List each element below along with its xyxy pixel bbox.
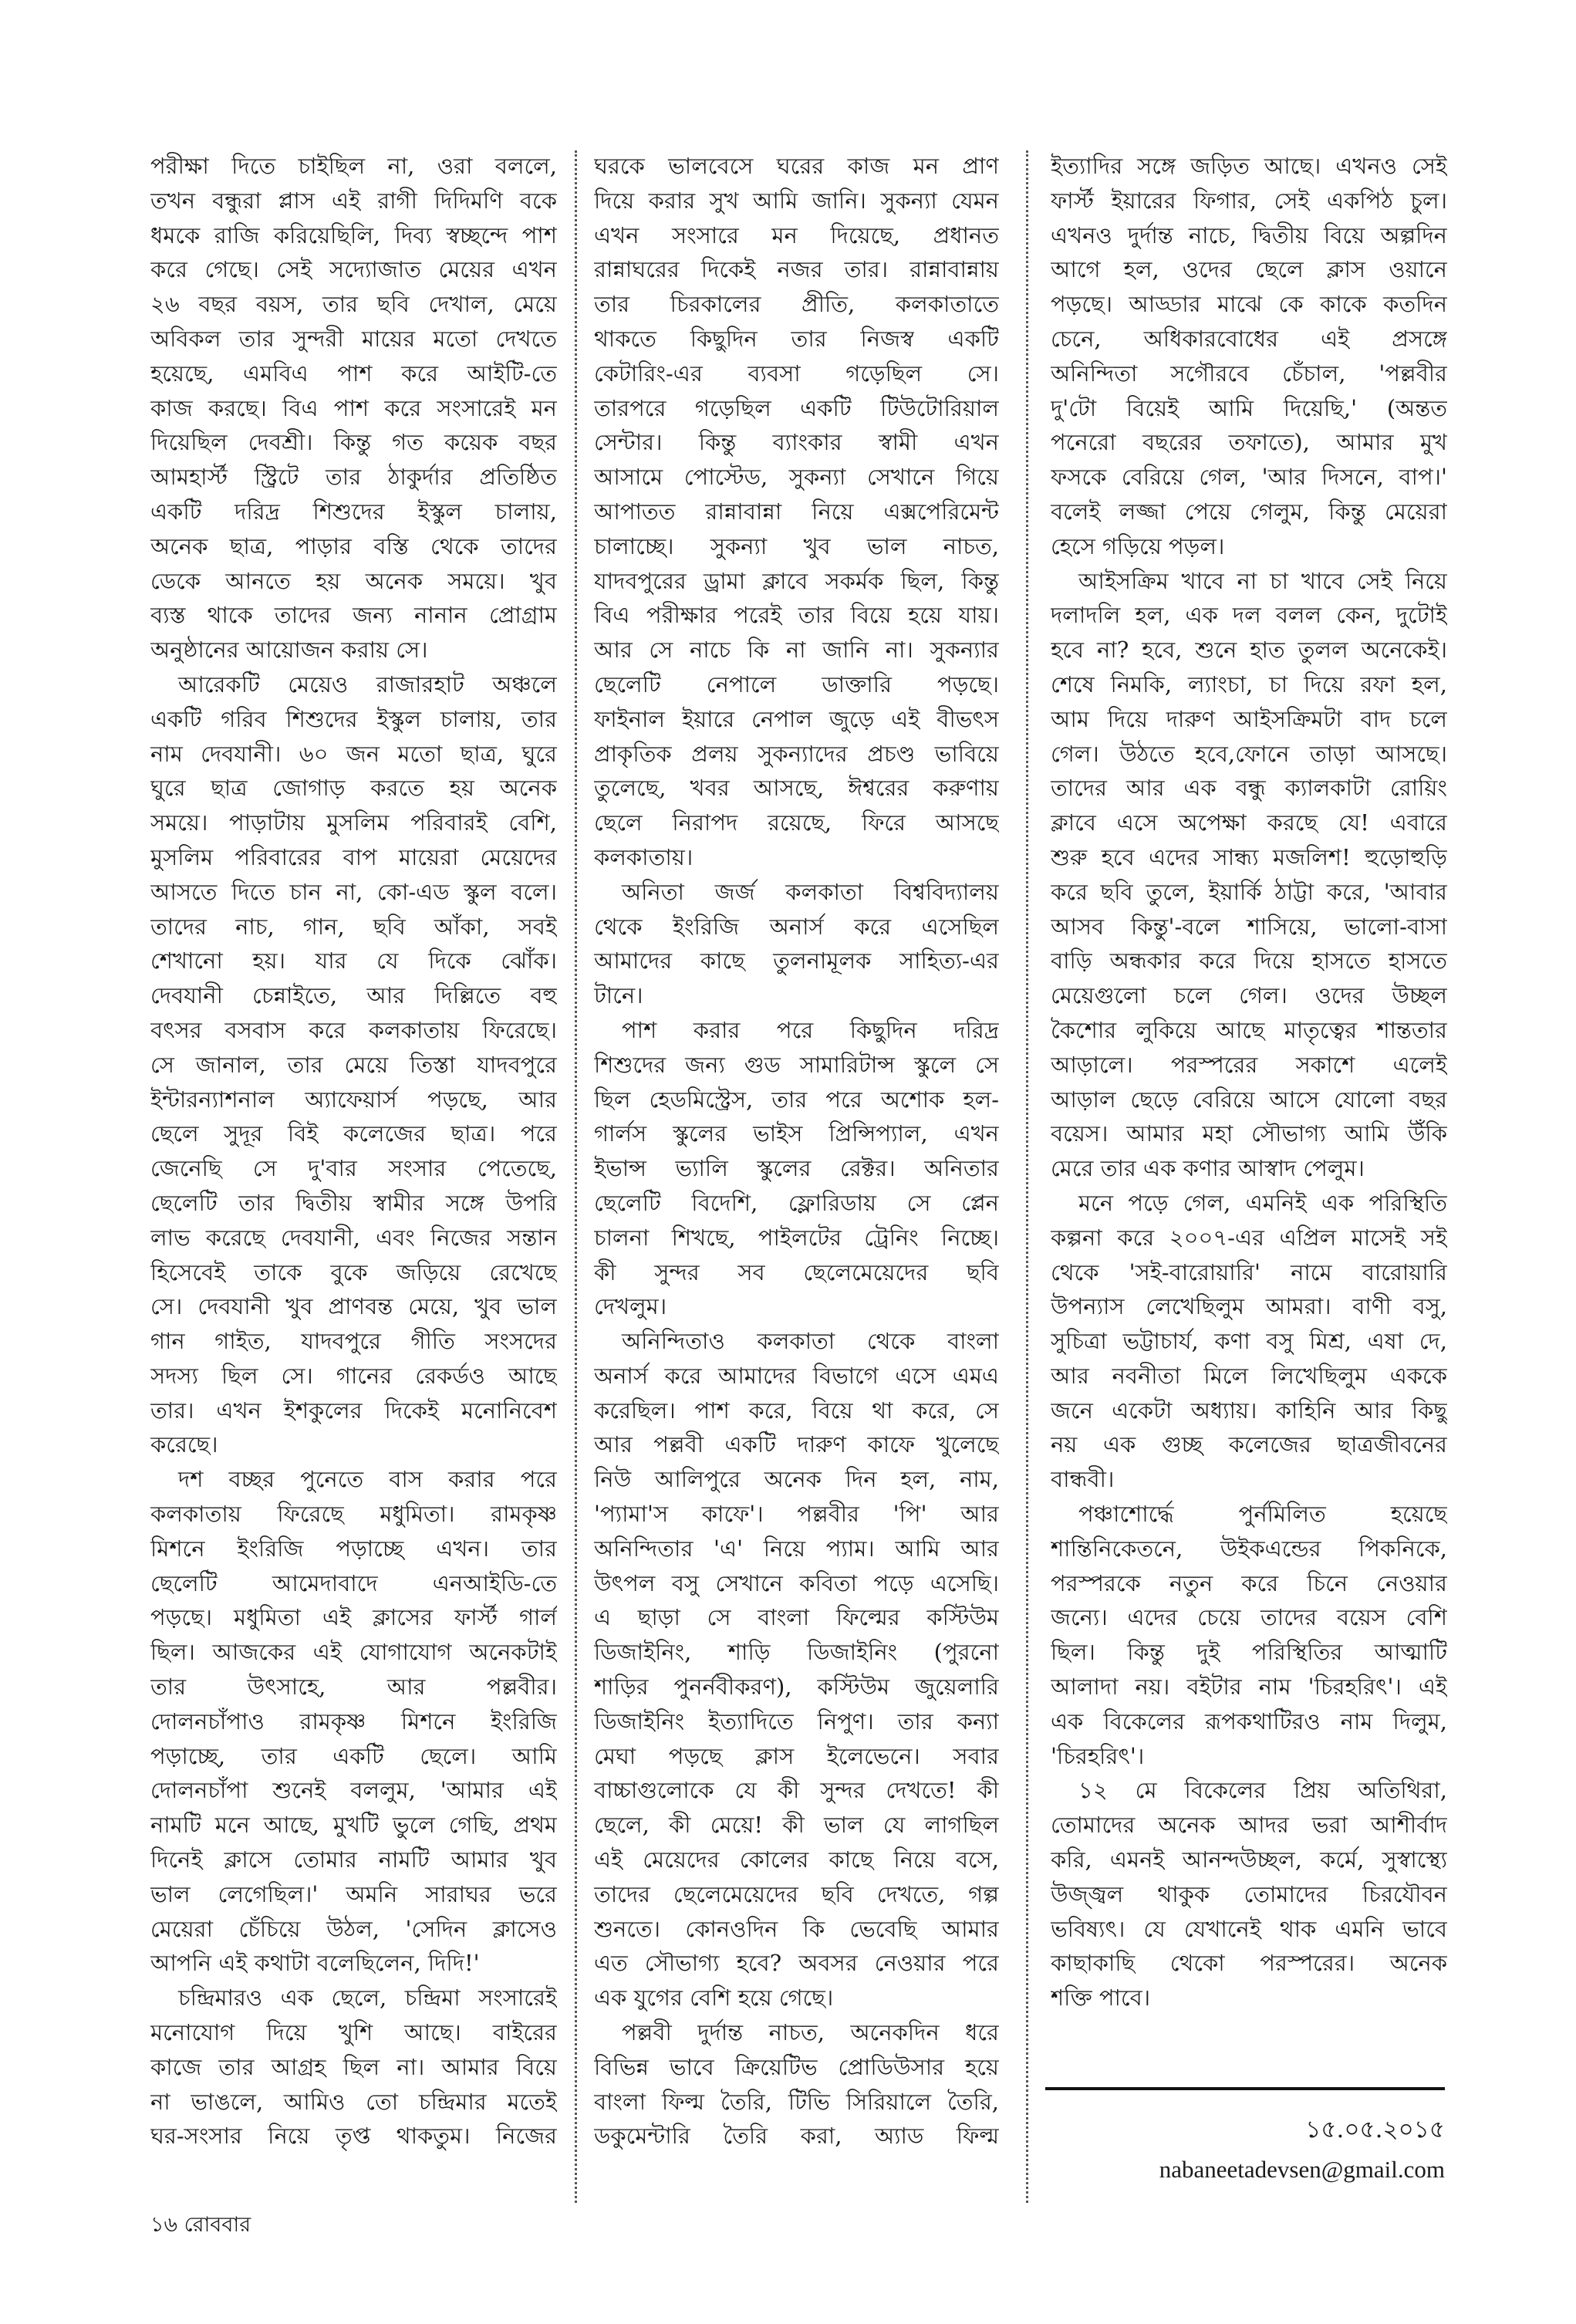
text-line: শাড়ির পুনর্নবীকরণ), কস্টিউম জুয়েলারি <box>594 1674 999 1701</box>
text-line: আসতে দিতে চান না, কো-এড স্কুল বলে। <box>150 878 557 905</box>
text-line: চালাচ্ছে। সুকন্যা খুব ভাল নাচত, <box>594 532 999 559</box>
text-line: পাশ করার পরে কিছুদিন দরিদ্র <box>622 1016 999 1043</box>
text-line: ঘরকে ভালবেসে ঘরের কাজ মন প্রাণ <box>594 153 999 179</box>
text-line: তাদের ছেলেমেয়েদের ছবি দেখতে, গল্প <box>594 1880 999 1907</box>
text-line: করে গেছে। সেই সদ্যোজাত মেয়ের এখন <box>150 256 557 283</box>
text-line: সময়ে। পাড়াটায় মুসলিম পরিবারই বেশি, <box>150 809 557 836</box>
text-line: বিভিন্ন ভাবে ক্রিয়েটিভ প্রোডিউসার হয়ে <box>594 2053 999 2080</box>
text-line: উজ্জ্বল থাকুক তোমাদের চিরযৌবন <box>1051 1880 1447 1907</box>
text-line: দু'টো বিয়েই আমি দিয়েছি,' (অন্তত <box>1051 394 1447 421</box>
text-line: ইত্যাদির সঙ্গে জড়িত আছে। এখনও সেই <box>1051 153 1447 179</box>
text-line: অনার্স করে আমাদের বিভাগে এসে এমএ <box>594 1362 999 1389</box>
paragraph <box>150 149 557 667</box>
text-line: এক যুগের বেশি হয়ে গেছে। <box>594 1985 834 2012</box>
text-line: হয়েছে, এমবিএ পাশ করে আইটি-তে <box>150 360 557 387</box>
text-line: সে। দেবযানী খুব প্রাণবন্ত মেয়ে, খুব ভাল <box>150 1293 557 1320</box>
text-line: মেয়েগুলো চলে গেল। ওদের উচ্ছল <box>1051 982 1447 1009</box>
paragraph <box>150 1981 557 2153</box>
text-line: গার্লস স্কুলের ভাইস প্রিন্সিপ্যাল, এখন <box>594 1120 999 1147</box>
text-line: বিএ পরীক্ষার পরেই তার বিয়ে হয়ে যায়। <box>594 602 999 629</box>
text-line: বয়েস। আমার মহা সৌভাগ্য আমি উঁকি <box>1051 1120 1447 1147</box>
text-line: জনে একেটা অধ্যায়। কাহিনি আর কিছু <box>1051 1397 1447 1424</box>
text-line: পড়ছে। আড্ডার মাঝে কে কাকে কতদিন <box>1051 291 1447 318</box>
text-line: ভবিষ্যৎ। যে যেখানেই থাক এমনি ভাবে <box>1051 1915 1447 1942</box>
paragraph <box>1051 564 1447 1186</box>
text-line: উপন্যাস লেখেছিলুম আমরা। বাণী বসু, <box>1051 1293 1447 1320</box>
page-number: ১৬ <box>150 2213 178 2237</box>
text-line: আড়াল ছেড়ে বেরিয়ে আসে যোলো বছর <box>1051 1086 1447 1113</box>
paragraph <box>1051 1773 1447 2015</box>
text-line: তাদের নাচ, গান, ছবি আঁকা, সবই <box>150 913 557 940</box>
text-line: সে জানাল, তার মেয়ে তিস্তা যাদবপুরে <box>150 1051 557 1078</box>
text-line: টানে। <box>594 982 643 1009</box>
text-line: প্রাকৃতিক প্রলয় সুকন্যাদের প্রচণ্ড ভাবিয়ে <box>594 740 999 767</box>
text-line: শেষে নিমকি, ল্যাংচা, চা দিয়ে রফা হল, <box>1051 671 1447 698</box>
text-line: অবিকল তার সুন্দরী মায়ের মতো দেখতে <box>150 325 557 352</box>
text-line: ক্লাবে এসে অপেক্ষা করছে যে! এবারে <box>1051 809 1447 836</box>
text-line: এত সৌভাগ্য হবে? অবসর নেওয়ার পরে <box>594 1950 999 1977</box>
text-line: নাম দেবযানী। ৬০ জন মতো ছাত্র, ঘুরে <box>150 740 557 767</box>
text-line: দলাদলি হল, এক দল বলল কেন, দুটোই <box>1051 602 1447 629</box>
text-line: ছেলেটি বিদেশি, ফ্লোরিডায় সে প্লেন <box>594 1189 999 1216</box>
text-line: লাভ করেছে দেবযানী, এবং নিজের সন্তান <box>150 1224 557 1251</box>
signoff-rule <box>1045 2087 1445 2090</box>
text-line: দিয়ে করার সুখ আমি জানি। সুকন্যা যেমন <box>594 187 999 214</box>
text-line: মেয়েরা চেঁচিয়ে উঠল, 'সেদিন ক্লাসেও <box>150 1915 557 1942</box>
text-line: করে ছবি তুলে, ইয়ার্কি ঠাট্টা করে, 'আবার <box>1051 878 1447 905</box>
text-line: একটি গরিব শিশুদের ইস্কুল চালায়, তার <box>150 705 557 732</box>
text-line: নিউ আলিপুরে অনেক দিন হল, নাম, <box>594 1466 999 1493</box>
text-line: একটি দরিদ্র শিশুদের ইস্কুল চালায়, <box>150 498 557 525</box>
text-line: অনিন্দিতার 'এ' নিয়ে প্যাম। আমি আর <box>594 1535 999 1562</box>
text-line: যাদবপুরের ড্রামা ক্লাবে সকর্মক ছিল, কিন্তু <box>594 567 999 594</box>
text-line: ছিল। আজকের এই যোগাযোগ অনেকটাই <box>150 1639 557 1666</box>
text-line: আড়ালে। পরস্পরের সকাশে এলেই <box>1051 1051 1447 1078</box>
text-line: তারপরে গড়েছিল একটি টিউটোরিয়াল <box>594 394 999 421</box>
text-line: আমহার্স্ট স্ট্রিটে তার ঠাকুর্দার প্রতিষ্ঠিত <box>150 464 557 491</box>
text-line: অনিতা জর্জ কলকাতা বিশ্ববিদ্যালয় <box>622 878 999 905</box>
article-date: ১৫.০৫.২০১৫ <box>1305 2116 1445 2143</box>
paragraph <box>594 1324 999 2015</box>
text-line: পনেরো বছরের তফাতে), আমার মুখ <box>1051 429 1447 456</box>
text-line: পঞ্চাশোর্দ্ধে পুর্নমিলিত হয়েছে <box>1078 1501 1447 1528</box>
text-line: উৎপল বসু সেখানে কবিতা পড়ে এসেছি। <box>594 1569 999 1596</box>
text-line: আর নবনীতা মিলে লিখেছিলুম এককে <box>1051 1362 1447 1389</box>
paragraph <box>150 1462 557 1981</box>
text-line: মনে পড়ে গেল, এমনিই এক পরিস্থিতি <box>1078 1189 1447 1216</box>
text-line: করি, এমনই আনন্দউচ্ছল, কর্মে, সুস্বাস্থ্যে <box>1051 1846 1447 1873</box>
text-line: ডিজাইনিং, শাড়ি ডিজাইনিং (পুরনো <box>594 1639 999 1666</box>
text-line: কাছাকাছি থেকো পরস্পরের। অনেক <box>1051 1950 1447 1977</box>
text-line: দিনেই ক্লাসে তোমার নামটি আমার খুব <box>150 1846 557 1873</box>
paragraph <box>594 2015 999 2153</box>
paragraph <box>594 149 999 875</box>
text-line: ছিল হেডমিস্ট্রেস, তার পরে অশোক হল- <box>594 1086 999 1113</box>
text-line: গান গাইত, যাদবপুরে গীতি সংসদের <box>150 1328 557 1355</box>
text-line: পল্লবী দুর্দান্ত নাচত, অনেকদিন ধরে <box>622 2019 999 2046</box>
text-line: ধমকে রাজি করিয়েছিলি, দিব্য স্বচ্ছন্দে পাশ <box>150 221 557 248</box>
text-line: আলাদা নয়। বইটার নাম 'চিরহরিৎ'। এই <box>1051 1674 1447 1701</box>
text-line: তোমাদের অনেক আদর ভরা আশীর্বাদ <box>1051 1812 1447 1839</box>
text-line: নামটি মনে আছে, মুখটি ভুলে গেছি, প্রথম <box>150 1812 557 1839</box>
text-line: ছেলে, কী মেয়ে! কী ভাল যে লাগছিল <box>594 1812 999 1839</box>
text-line: মনোযোগ দিয়ে খুশি আছে। বাইরের <box>150 2019 557 2046</box>
text-line: তখন বন্ধুরা প্লাস এই রাগী দিদিমণি বকে <box>150 187 557 214</box>
text-line: পরীক্ষা দিতে চাইছিল না, ওরা বললে, <box>150 153 557 179</box>
column-divider <box>575 150 577 2203</box>
article-column-right <box>1051 149 1447 2015</box>
text-line: বাংলা ফিল্ম তৈরি, টিভি সিরিয়ালে তৈরি, <box>594 2088 999 2115</box>
text-line: না ভাঙলে, আমিও তো চন্দ্রিমার মতেই <box>150 2088 557 2115</box>
text-line: থেকে ইংরিজি অনার্স করে এসেছিল <box>594 913 999 940</box>
text-line: এ ছাড়া সে বাংলা ফিল্মের কস্টিউম <box>594 1604 999 1631</box>
text-line: ফাইনাল ইয়ারে নেপাল জুড়ে এই বীভৎস <box>594 705 999 732</box>
text-line: ২৬ বছর বয়স, তার ছবি দেখাল, মেয়ে <box>150 291 557 318</box>
text-line: তাদের আর এক বন্ধু ক্যালকাটা রোয়িং <box>1051 775 1447 802</box>
text-line: সেন্টার। কিন্তু ব্যাংকার স্বামী এখন <box>594 429 999 456</box>
text-line: জন্যে। এদের চেয়ে তাদের বয়েস বেশি <box>1051 1604 1447 1631</box>
page-footer <box>150 2211 251 2239</box>
text-line: কাজে তার আগ্রহ ছিল না। আমার বিয়ে <box>150 2053 557 2080</box>
text-line: পরস্পরকে নতুন করে চিনে নেওয়ার <box>1051 1569 1447 1596</box>
text-line: ফসকে বেরিয়ে গেল, 'আর দিসনে, বাপ।' <box>1051 464 1447 491</box>
text-line: পড়াচ্ছে, তার একটি ছেলে। আমি <box>150 1742 557 1769</box>
paragraph <box>594 1013 999 1324</box>
text-line: আমাদের কাছে তুলনামূলক সাহিত্য-এর <box>594 948 999 975</box>
paragraph <box>594 875 999 1013</box>
text-line: অনুষ্ঠানের আয়োজন করায় সে। <box>150 637 428 664</box>
text-line: আরেকটি মেয়েও রাজারহাট অঞ্চলে <box>178 671 557 698</box>
text-line: দোলনচাঁপা শুনেই বললুম, 'আমার এই <box>150 1777 557 1804</box>
article-column-left <box>150 149 557 2153</box>
text-line: আসব কিন্তু'-বলে শাসিয়ে, ভালো-বাসা <box>1051 913 1447 940</box>
text-line: ঘর-সংসার নিয়ে তৃপ্ত থাকতুম। নিজের <box>150 2123 557 2150</box>
text-line: কাজ করছে। বিএ পাশ করে সংসারেই মন <box>150 394 557 421</box>
text-line: গেল। উঠতে হবে,ফোনে তাড়া আসছে। <box>1051 740 1447 767</box>
text-line: করেছে। <box>150 1431 218 1458</box>
text-line: কল্পনা করে ২০০৭-এর এপ্রিল মাসেই সই <box>1051 1224 1447 1251</box>
text-line: আর সে নাচে কি না জানি না। সুকন্যার <box>594 637 999 664</box>
text-line: চালনা শিখছে, পাইলটের ট্রেনিং নিচ্ছে। <box>594 1224 999 1251</box>
text-line: ডেকে আনতে হয় অনেক সময়ে। খুব <box>150 567 557 594</box>
paragraph <box>1051 1186 1447 1497</box>
author-email: nabaneetadevsen@gmail.com <box>1159 2156 1445 2183</box>
text-line: ইভান্স ভ্যালি স্কুলের রেক্টর। অনিতার <box>594 1155 999 1182</box>
text-line: এক বিকেলের রূপকথাটিরও নাম দিলুম, <box>1051 1708 1447 1735</box>
text-line: বাচ্চাগুলোকে যে কী সুন্দর দেখতে! কী <box>594 1777 999 1804</box>
text-line: আসামে পোস্টেড, সুকন্যা সেখানে গিয়ে <box>594 464 999 491</box>
text-line: ছেলেটি আমেদাবাদে এনআইডি-তে <box>150 1569 557 1596</box>
text-line: করেছিল। পাশ করে, বিয়ে থা করে, সে <box>594 1397 999 1424</box>
text-line: বৎসর বসবাস করে কলকাতায় ফিরেছে। <box>150 1016 557 1043</box>
text-line: আপনি এই কথাটা বলেছিলেন, দিদি!' <box>150 1950 480 1977</box>
text-line: জেনেছি সে দু'বার সংসার পেতেছে, <box>150 1155 557 1182</box>
text-line: অনেক ছাত্র, পাড়ার বস্তি থেকে তাদের <box>150 532 557 559</box>
text-line: মেঘা পড়ছে ক্লাস ইলেভেনে। সবার <box>594 1742 999 1769</box>
text-line: নয় এক গুচ্ছ কলেজের ছাত্রজীবনের <box>1051 1431 1447 1458</box>
text-line: মুসলিম পরিবারের বাপ মায়েরা মেয়েদের <box>150 843 557 870</box>
text-line: তুলেছে, খবর আসছে, ঈশ্বরের করুণায় <box>594 775 999 802</box>
text-line: শক্তি পাবে। <box>1051 1985 1151 2012</box>
text-line: শিশুদের জন্য গুড সামারিটান্স স্কুলে সে <box>594 1051 999 1078</box>
text-line: হিসেবেই তাকে বুকে জড়িয়ে রেখেছে <box>150 1258 557 1285</box>
text-line: শান্তিনিকেতনে, উইকএন্ডের পিকনিকে, <box>1051 1535 1447 1562</box>
text-line: ১২ মে বিকেলের প্রিয় অতিথিরা, <box>1078 1777 1447 1804</box>
text-line: কৈশোর লুকিয়ে আছে মাতৃত্বের শান্ততার <box>1051 1016 1447 1043</box>
text-line: আর পল্লবী একটি দারুণ কাফে খুলেছে <box>594 1431 999 1458</box>
text-line: ডকুমেন্টারি তৈরি করা, অ্যাড ফিল্ম <box>594 2123 999 2150</box>
text-line: ছিল। কিন্তু দুই পরিস্থিতির আত্মাটি <box>1051 1639 1447 1666</box>
text-line: শেখানো হয়। যার যে দিকে ঝোঁক। <box>150 948 557 975</box>
text-line: আম দিয়ে দারুণ আইসক্রিমটা বাদ চলে <box>1051 705 1447 732</box>
text-line: ডিজাইনিং ইত্যাদিতে নিপুণ। তার কন্যা <box>594 1708 999 1735</box>
text-line: বলেই লজ্জা পেয়ে গেলুম, কিন্তু মেয়েরা <box>1051 498 1447 525</box>
text-line: সুচিত্রা ভট্টাচার্য, কণা বসু মিশ্র, এষা দে, <box>1051 1328 1447 1355</box>
text-line: কী সুন্দর সব ছেলেমেয়েদের ছবি <box>594 1258 999 1285</box>
text-line: ছেলে নিরাপদ রয়েছে, ফিরে আসছে <box>594 809 999 836</box>
text-line: ঘুরে ছাত্র জোগাড় করতে হয় অনেক <box>150 775 557 802</box>
text-line: কেটারিং-এর ব্যবসা গড়েছিল সে। <box>594 360 999 387</box>
article-column-middle <box>594 149 999 2153</box>
text-line: মিশনে ইংরিজি পড়াচ্ছে এখন। তার <box>150 1535 557 1562</box>
text-line: অনিন্দিতাও কলকাতা থেকে বাংলা <box>622 1328 999 1355</box>
text-line: তার উৎসাহে, আর পল্লবীর। <box>150 1674 557 1701</box>
text-line: শুরু হবে এদের সান্ধ্য মজলিশ! হুড়োহুড়ি <box>1051 843 1447 870</box>
text-line: কলকাতায়। <box>594 843 694 870</box>
text-line: দেবযানী চেন্নাইতে, আর দিল্লিতে বহু <box>150 982 557 1009</box>
text-line: 'প্যামা'স কাফে'। পল্লবীর 'পি' আর <box>594 1501 999 1528</box>
text-line: ইন্টারন্যাশনাল অ্যাফেয়ার্স পড়ছে, আর <box>150 1086 557 1113</box>
text-line: সদস্য ছিল সে। গানের রেকর্ডও আছে <box>150 1362 557 1389</box>
text-line: রান্নাঘরের দিকেই নজর তার। রান্নাবান্নায় <box>594 256 999 283</box>
text-line: এই মেয়েদের কোলের কাছে নিয়ে বসে, <box>594 1846 999 1873</box>
column-divider <box>1026 150 1028 2203</box>
text-line: হবে না? হবে, শুনে হাত তুলল অনেকেই। <box>1051 637 1447 664</box>
text-line: ফার্স্ট ইয়ারের ফিগার, সেই একপিঠ চুল। <box>1051 187 1447 214</box>
text-line: ছেলেটি তার দ্বিতীয় স্বামীর সঙ্গে উপরি <box>150 1189 557 1216</box>
text-line: আইসক্রিম খাবে না চা খাবে সেই নিয়ে <box>1078 567 1447 594</box>
text-line: হেসে গড়িয়ে পড়ল। <box>1051 532 1225 559</box>
text-line: থেকে 'সই-বারোয়ারি' নামে বারোয়ারি <box>1051 1258 1447 1285</box>
text-line: দোলনচাঁপাও রামকৃষ্ণ মিশনে ইংরিজি <box>150 1708 557 1735</box>
text-line: আগে হল, ওদের ছেলে ক্লাস ওয়ানে <box>1051 256 1447 283</box>
text-line: ভাল লেগেছিল।' অমনি সারাঘর ভরে <box>150 1880 557 1907</box>
text-line: মেরে তার এক কণার আস্বাদ পেলুম। <box>1051 1155 1365 1182</box>
text-line: ব্যস্ত থাকে তাদের জন্য নানান প্রোগ্রাম <box>150 602 557 629</box>
text-line: কলকাতায় ফিরেছে মধুমিতা। রামকৃষ্ণ <box>150 1501 557 1528</box>
text-line: অনিন্দিতা সগৌরবে চেঁচাল, 'পল্লবীর <box>1051 360 1447 387</box>
text-line: থাকতে কিছুদিন তার নিজস্ব একটি <box>594 325 999 352</box>
text-line: দশ বচ্ছর পুনেতে বাস করার পরে <box>178 1466 557 1493</box>
text-line: দেখলুম। <box>594 1293 667 1320</box>
text-line: তার চিরকালের প্রীতি, কলকাতাতে <box>594 291 999 318</box>
text-line: 'চিরহরিৎ'। <box>1051 1742 1145 1769</box>
text-line: তার। এখন ইশকুলের দিকেই মনোনিবেশ <box>150 1397 557 1424</box>
text-line: ছেলেটি নেপালে ডাক্তারি পড়ছে। <box>594 671 999 698</box>
text-line: বান্ধবী। <box>1051 1466 1115 1493</box>
text-line: চেনে, অধিকারবোধের এই প্রসঙ্গে <box>1051 325 1447 352</box>
text-line: দিয়েছিল দেবশ্রী। কিন্তু গত কয়েক বছর <box>150 429 557 456</box>
paragraph <box>1051 149 1447 564</box>
text-line: শুনতে। কোনওদিন কি ভেবেছি আমার <box>594 1915 999 1942</box>
paragraph <box>1051 1497 1447 1773</box>
text-line: আপাতত রান্নাবান্না নিয়ে এক্সপেরিমেন্ট <box>594 498 999 525</box>
text-line: এখন সংসারে মন দিয়েছে, প্রধানত <box>594 221 999 248</box>
text-line: চন্দ্রিমারও এক ছেলে, চন্দ্রিমা সংসারেই <box>178 1985 557 2012</box>
text-line: এখনও দুর্দান্ত নাচে, দ্বিতীয় বিয়ে অল্পদিন <box>1051 221 1447 248</box>
text-line: ছেলে সুদূর বিই কলেজের ছাত্র। পরে <box>150 1120 557 1147</box>
paragraph <box>150 667 557 1462</box>
text-line: পড়ছে। মধুমিতা এই ক্লাসের ফার্স্ট গার্ল <box>150 1604 557 1631</box>
text-line: বাড়ি অন্ধকার করে দিয়ে হাসতে হাসতে <box>1051 948 1447 975</box>
publication-name: রোববার <box>184 2213 251 2237</box>
